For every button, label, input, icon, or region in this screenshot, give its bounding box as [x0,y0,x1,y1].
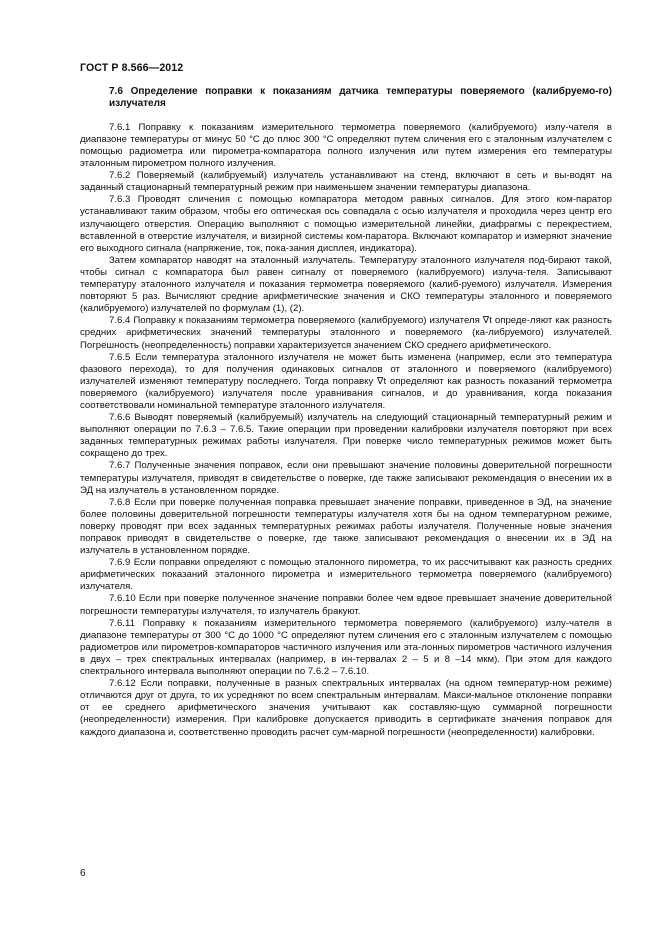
document-body [80,86,612,739]
paragraph-7-6-2: 7.6.2 Поверяемый (калибруемый) излучатель устанавливают на стенд, включают в сеть и вы-водят на заданный стационарный температурный режим при наименьшем значении температуры диапазона. [80,170,612,194]
paragraph-7-6-3: 7.6.3 Проводят сличения с помощью компаратора методом равных сигналов. Для этого ком-паратор устанавливают таким образом, чтобы его оптическая ось совпадала с осью излучателя и проходила через центр его излучающего отверстия. Операцию выполняют с помощью измерительной линейки, диафрагмы с перекрестием, вставленной в отверстие излучателя, и визирной системы ком-паратора. Включают компаратор и измеряют значение его выходного сигнала (напряжение, ток, пока-зания дисплея, индикатора). [80,194,612,254]
paragraph-7-6-4: 7.6.4 Поправку к показаниям термометра поверяемого (калибруемого) излучателя ∇t опреде-ляют как разность средних арифметических значений температуры эталонного и поверяемого (ка-либруемого) излучателей. Погрешность (неопределенность) поправки характеризуется значением СКО среднего арифметического. [80,315,612,351]
paragraph-7-6-5: 7.6.5 Если температура эталонного излучателя не может быть изменена (например, если это температура фазового перехода), то для получения одинаковых сигналов от эталонного и поверяемого (калибруемого) излучателей изменяют температуру последнего. Тогда поправку ∇t определяют как разность показаний термометра поверяемого (калибруемого) излучателя после уравнивания сигналов, и до уравнивания, когда показания соответствовали номинальной температуре эталонного излучателя. [80,351,612,411]
section-title: 7.6 Определение поправки к показаниям датчика температуры поверяемого (калибруемо-го) излучателя [109,86,612,110]
paragraph-7-6-7: 7.6.7 Полученные значения поправок, если они превышают значение половины доверительной погрешности температуры излучателя, приводят в свидетельстве о поверке, где также записывают рекомендация о внесении их в ЭД на излучатель в установленном порядке. [80,460,612,496]
paragraph-7-6-12: 7.6.12 Если поправки, полученные в разных спектральных интервалах (на одном температур-ном режиме) отличаются друг от друга, то их усредняют по всем спектральным интервалам. Макси-мальное отклонение поправки от ее среднего арифметического значения учитывают как составляю-щую суммарной погрешности (неопределенности) измерения. При калибровке допускается приводить в сертификате значения поправок для каждого диапазона и, соответственно проводить расчет сум-марной погрешности (неопределенности) калибровки. [80,678,612,738]
paragraph-7-6-1: 7.6.1 Поправку к показаниям измерительного термометра поверяемого (калибруемого) излу-чателя в диапазоне температуры от минус 50 °С до плюс 300 °С определяют путем сличения его с эталонным излучателем с помощью радиометра или пирометра-компаратора полного излучения или путем измерения его температуры эталонным пирометром полного излучения. [80,121,612,170]
page-number: 6 [80,868,86,879]
paragraph-7-6-8: 7.6.8 Если при поверке полученная поправка превышает значение поправки, приведенное в ЭД, на значение более половины доверительной погрешности температуры излучателя хотя бы на одном температурном режиме, поверку проводят при всех заданных температурных режимах работы излучателя. Полученные новые значения поправок приводят в свидетельстве о поверке, где также записывают рекомендация о внесении их в ЭД на излучатель в установленном порядке. [80,496,612,557]
paragraph-7-6-11: 7.6.11 Поправку к показаниям измерительного термометра поверяемого (калибруемого) излу-чателя в диапазоне температуры от 300 °С до 1000 °С определяют путем сличения его с эталонным излучателем с помощью радиометров или пирометров-компараторов частичного излучения или эта-лонных пирометров частичного излучения в двух – трех спектральных интервалах (например, в ин-тервалах 2 – 5 и 8 –14 мкм). При этом для каждого спектрального интервала выполняют операции по 7.6.2 – 7.6.10. [80,617,612,678]
standard-header: ГОСТ Р 8.566—2012 [80,62,184,74]
paragraph-7-6-6: 7.6.6 Выводят поверяемый (калибруемый) излучатель на следующий стационарный температурный режим и выполняют операции по 7.6.3 – 7.6.5. Такие операции при проведении калибровки излучателя повторяют при всех заданных температурных режимах работы излучателя. При поверке число температурных режимов может быть сокращено до трех. [80,412,612,460]
paragraph-7-6-10: 7.6.10 Если при поверке полученное значение поправки более чем вдвое превышает значение доверительной погрешности температуры излучателя, то излучатель бракуют. [80,593,612,617]
paragraph-7-6-3-cont: Затем компаратор наводят на эталонный излучатель. Температуру эталонного излучателя под-бирают такой, чтобы сигнал с компаратора был равен сигналу от поверяемого (калибруемого) излуча-теля. Записывают температуру эталонного излучателя и показания термометра поверяемого (калиб-руемого) излучателя. Измерения повторяют 5 раз. Вычисляют средние арифметические значения и СКО температуры эталонного и поверяемого (калибруемого) излучателей по формулам (1), (2). [80,254,612,315]
paragraph-7-6-9: 7.6.9 Если поправки определяют с помощью эталонного пирометра, то их рассчитывают как разность средних арифметических показаний эталонного пирометра и измерительного термометра поверяемого (калибруемого) излучателя. [80,557,612,593]
